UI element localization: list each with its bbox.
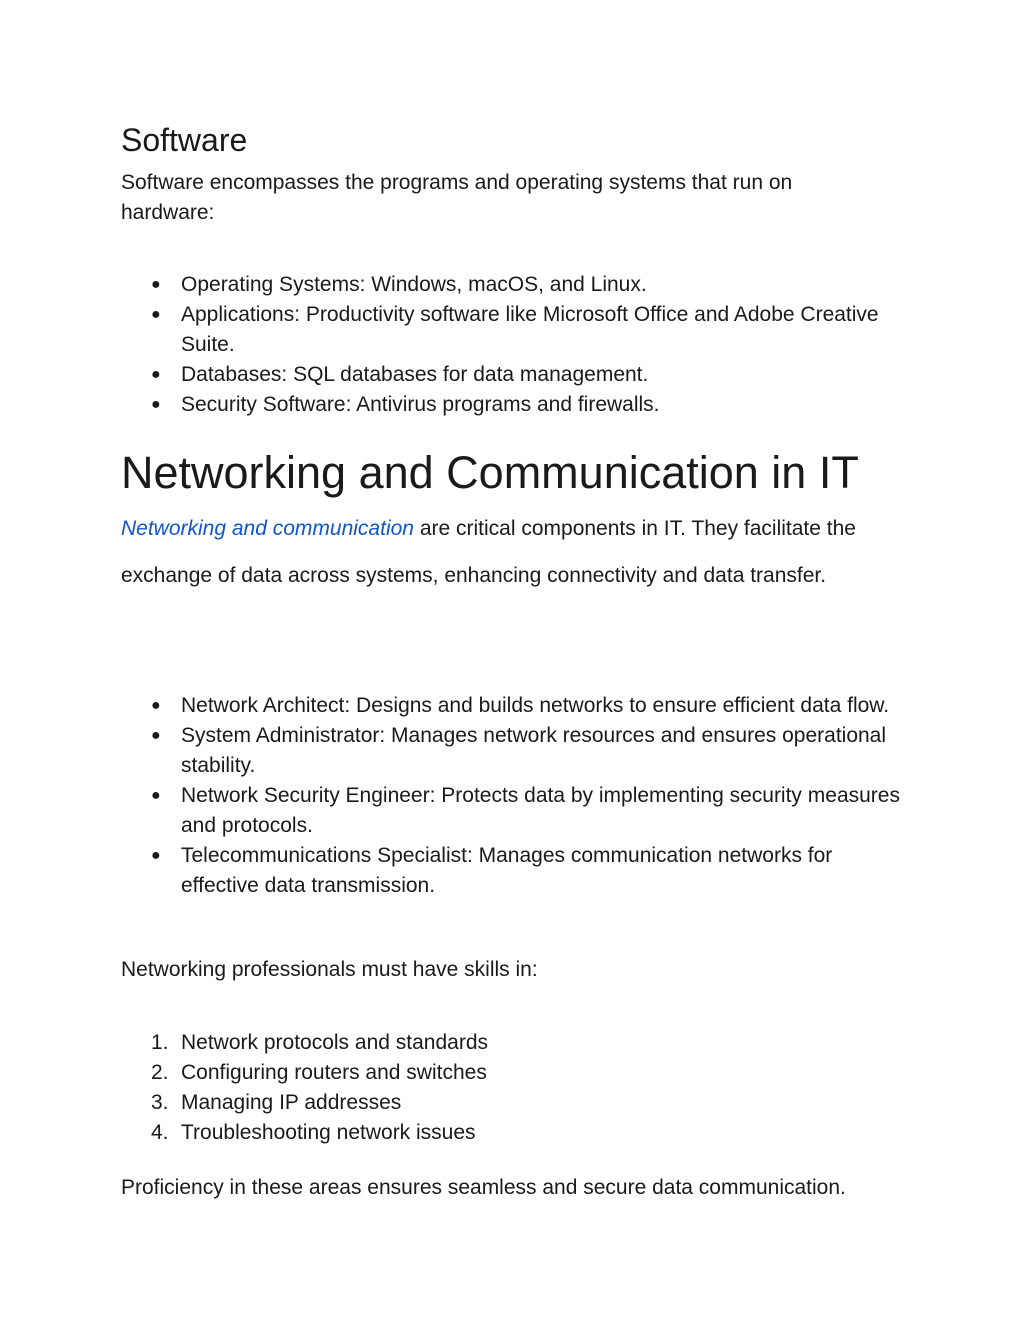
bullet-icon: ● xyxy=(151,276,161,293)
networking-roles-list xyxy=(121,691,911,901)
list-item: ● Telecommunications Specialist: Manages communication networks for effective data transmission. xyxy=(121,841,911,901)
list-number: 3. xyxy=(151,1091,169,1114)
list-item: 3. Managing IP addresses xyxy=(121,1088,911,1118)
networking-intro xyxy=(121,506,901,599)
skills-list xyxy=(121,1028,911,1148)
list-item: ● System Administrator: Manages network resources and ensures operational stability. xyxy=(121,721,911,781)
list-item: 1. Network protocols and standards xyxy=(121,1028,911,1058)
list-number: 1. xyxy=(151,1031,169,1054)
list-item: 2. Configuring routers and switches xyxy=(121,1058,911,1088)
closing-paragraph: Proficiency in these areas ensures seamless and secure data communication. xyxy=(121,1176,846,1199)
skills-lead: Networking professionals must have skills in: xyxy=(121,958,538,981)
list-number: 4. xyxy=(151,1121,169,1144)
software-heading: Software xyxy=(121,122,248,158)
list-item: ● Security Software: Antivirus programs and firewalls. xyxy=(121,390,911,420)
list-item: ● Databases: SQL databases for data management. xyxy=(121,360,911,390)
list-item: ● Network Architect: Designs and builds networks to ensure efficient data flow. xyxy=(121,691,911,721)
list-number: 2. xyxy=(151,1061,169,1084)
networking-intro-text: are critical components in IT. They facilitate the exchange of data across systems, enhancing connectivity and data transfer. xyxy=(121,517,856,587)
software-intro: Software encompasses the programs and operating systems that run on hardware: xyxy=(121,171,793,224)
list-item: 4. Troubleshooting network issues xyxy=(121,1118,911,1148)
list-item: ● Network Security Engineer: Protects data by implementing security measures and protocols. xyxy=(121,781,911,841)
bullet-icon: ● xyxy=(151,697,161,714)
bullet-icon: ● xyxy=(151,366,161,383)
bullet-icon: ● xyxy=(151,396,161,413)
bullet-icon: ● xyxy=(151,727,161,744)
list-item: ● Applications: Productivity software like Microsoft Office and Adobe Creative Suite. xyxy=(121,300,911,360)
software-list xyxy=(121,270,911,420)
bullet-icon: ● xyxy=(151,306,161,323)
networking-link[interactable]: Networking and communication xyxy=(121,517,414,540)
networking-heading: Networking and Communication in IT xyxy=(121,447,859,498)
list-item: ● Operating Systems: Windows, macOS, and Linux. xyxy=(121,270,911,300)
bullet-icon: ● xyxy=(151,847,161,864)
bullet-icon: ● xyxy=(151,787,161,804)
